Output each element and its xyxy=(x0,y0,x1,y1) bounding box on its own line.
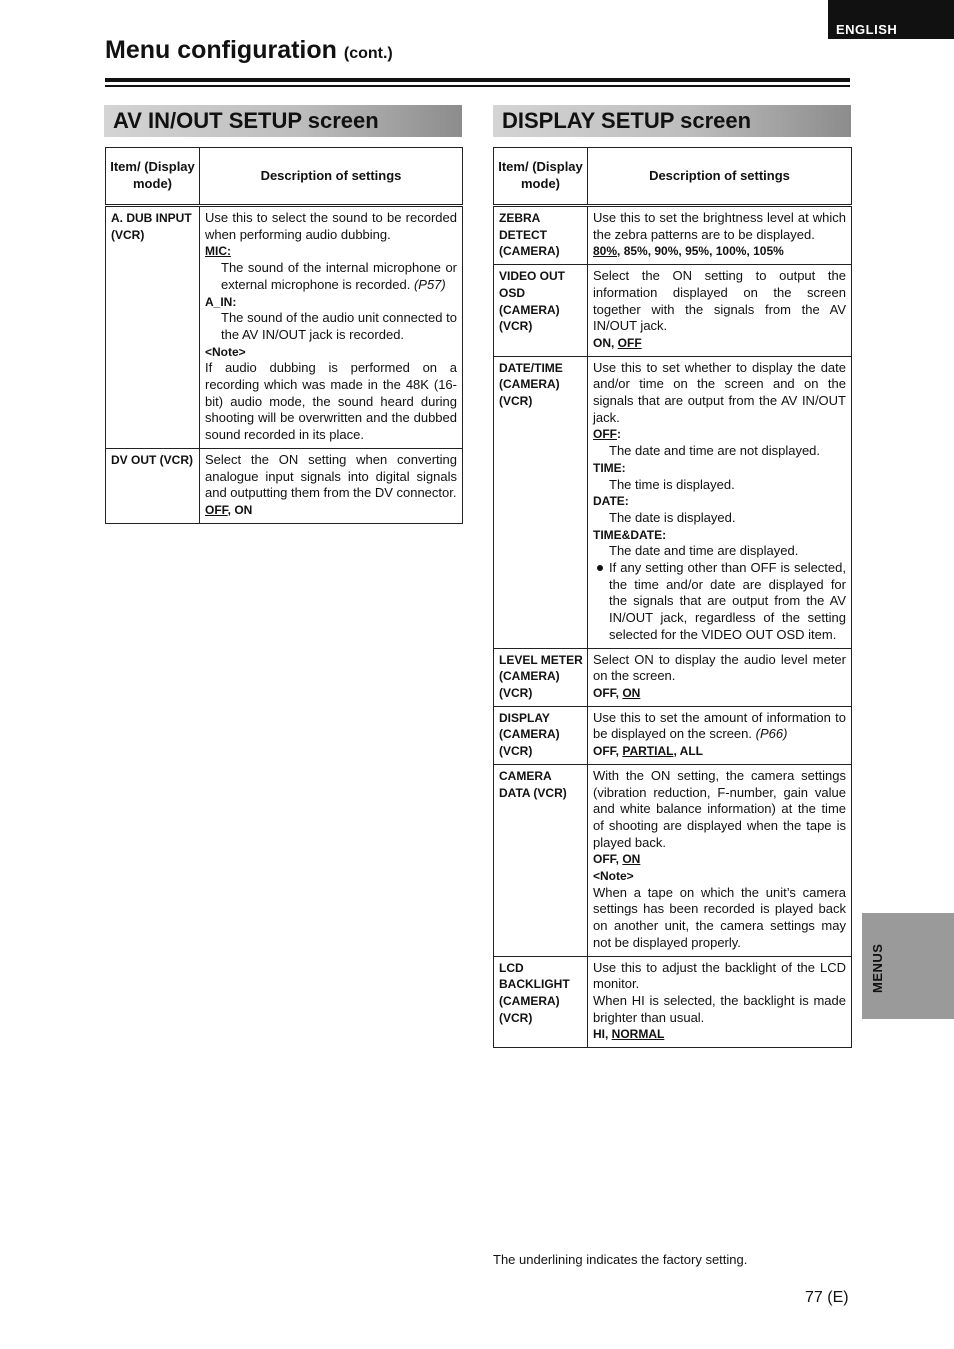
page-title xyxy=(105,36,393,65)
default-option: PARTIAL xyxy=(622,744,674,759)
page-reference: (P66) xyxy=(755,726,788,742)
display-setup-table xyxy=(493,147,852,1048)
description-level-meter xyxy=(588,648,852,706)
factory-setting-note: The underlining indicates the factory setting. xyxy=(493,1252,748,1267)
description-text: Select the ON setting to output the information displayed on the screen together with the signals from the AV IN/OUT jack. xyxy=(593,268,846,334)
item-lcd-backlight: LCD BACKLIGHT (CAMERA) (VCR) xyxy=(494,956,588,1048)
option-label-time: TIME: xyxy=(593,460,626,475)
description-video-out-osd xyxy=(588,265,852,357)
table-row xyxy=(494,265,852,357)
page-reference: (P57) xyxy=(413,276,446,292)
bullet-note: If any setting other than OFF is selected, the time and/or date are displayed for the signals that are output from the AV IN/OUT jack, regardless of the setting selected for the VIDEO OUT OSD item. xyxy=(593,560,846,644)
av-section-heading: AV IN/OUT SETUP screen xyxy=(104,105,462,137)
table-row xyxy=(494,764,852,956)
option-values: HI, NORMAL xyxy=(593,1027,665,1042)
note-label: <Note> xyxy=(593,869,634,884)
language-tab: ENGLISH xyxy=(828,0,954,39)
default-option: NORMAL xyxy=(611,1027,665,1042)
option-values: OFF, ON xyxy=(593,685,641,700)
default-option: OFF xyxy=(617,335,642,350)
table-header-row xyxy=(106,148,463,206)
default-option: OFF xyxy=(205,502,228,517)
display-section-heading: DISPLAY SETUP screen xyxy=(493,105,851,137)
table-header-row xyxy=(494,148,852,206)
item-display: DISPLAY (CAMERA) (VCR) xyxy=(494,706,588,764)
item-level-meter: LEVEL METER (CAMERA) (VCR) xyxy=(494,648,588,706)
description-text: Use this to set the brightness level at which the zebra patterns are to be displayed. xyxy=(593,210,846,242)
page-title-cont: (cont.) xyxy=(343,45,393,62)
menus-side-tab-label: MENUS xyxy=(870,943,885,993)
av-setup-table xyxy=(105,147,463,524)
description-text: Select the ON setting when converting analogue input signals into digital signals and outputting them from the DV connector. xyxy=(205,451,457,501)
default-option: ON xyxy=(622,852,641,867)
description-text: With the ON setting, the camera settings (vibration reduction, F-number, gain value and white balance information) at the time of shooting are displayed when the tape is played back. xyxy=(593,767,846,850)
option-text-time: The time is displayed. xyxy=(609,476,735,492)
option-values: ON, OFF xyxy=(593,335,642,350)
column-header-description: Description of settings xyxy=(588,148,852,206)
page-number: 77 (E) xyxy=(805,1289,849,1306)
option-values: OFF, ON xyxy=(205,502,253,517)
title-rule-thin xyxy=(105,85,850,87)
description-text: Use this to set the amount of information to be displayed on the screen. (P66) xyxy=(593,709,846,742)
note-text: If audio dubbing is performed on a recording which was made in the 48K (16-bit) audio mode, the sound heard during shooting will be overwritten and the dubbed sound recorded in its place. xyxy=(205,360,457,443)
option-text-off: The date and time are not displayed. xyxy=(609,443,821,459)
table-row xyxy=(494,206,852,265)
option-text-date: The date is displayed. xyxy=(609,509,736,525)
option-label-mic: MIC: xyxy=(205,244,231,259)
table-row xyxy=(494,706,852,764)
option-values: 80%, 85%, 90%, 95%, 100%, 105% xyxy=(593,244,784,259)
description-text: Use this to set whether to display the date and/or time on the screen and on the signals that are output from the AV IN/OUT jack. xyxy=(593,359,846,425)
table-row xyxy=(494,648,852,706)
table-row xyxy=(494,956,852,1048)
table-row xyxy=(106,448,463,523)
description-dv-out xyxy=(200,448,463,523)
option-text-time-date: The date and time are displayed. xyxy=(609,543,799,559)
option-text-a-in: The sound of the audio unit connected to the AV IN/OUT jack is recorded. xyxy=(221,310,457,342)
table-row xyxy=(494,356,852,648)
description-zebra-detect xyxy=(588,206,852,265)
option-label-off: OFF: xyxy=(593,427,621,442)
menus-side-tab xyxy=(862,913,954,1019)
default-option: ON xyxy=(622,685,641,700)
title-rule-thick xyxy=(105,78,850,82)
item-camera-data: CAMERA DATA (VCR) xyxy=(494,764,588,956)
item-dv-out: DV OUT (VCR) xyxy=(106,448,200,523)
option-text-mic: The sound of the internal microphone or external microphone is recorded. (P57) xyxy=(221,260,457,292)
option-values: OFF, PARTIAL, ALL xyxy=(593,744,704,759)
column-header-description: Description of settings xyxy=(200,148,463,206)
note-text: When a tape on which the unit’s camera settings has been recorded is played back on another unit, the camera settings may not be displayed properly. xyxy=(593,884,846,950)
description-text: Use this to select the sound to be recorded when performing audio dubbing. xyxy=(205,210,457,242)
option-values: OFF, ON xyxy=(593,852,641,867)
option-label-date: DATE: xyxy=(593,494,629,509)
option-label-time-date: TIME&DATE: xyxy=(593,527,667,542)
item-date-time: DATE/TIME (CAMERA) (VCR) xyxy=(494,356,588,648)
item-zebra-detect: ZEBRA DETECT (CAMERA) xyxy=(494,206,588,265)
description-text: Select ON to display the audio level meter on the screen. xyxy=(593,651,846,684)
column-header-item: Item/ (Display mode) xyxy=(106,148,200,206)
description-camera-data xyxy=(588,764,852,956)
description-lcd-backlight xyxy=(588,956,852,1048)
note-label: <Note> xyxy=(205,344,246,359)
column-header-item: Item/ (Display mode) xyxy=(494,148,588,206)
description-date-time xyxy=(588,356,852,648)
default-option: 80% xyxy=(593,244,618,259)
item-video-out-osd: VIDEO OUT OSD (CAMERA) (VCR) xyxy=(494,265,588,357)
page-title-main: Menu configuration xyxy=(105,36,337,64)
description-text: When HI is selected, the backlight is made brighter than usual. xyxy=(593,992,846,1025)
description-display xyxy=(588,706,852,764)
option-label-a-in: A_IN: xyxy=(205,294,237,309)
description-a-dub-input xyxy=(200,206,463,449)
table-row xyxy=(106,206,463,449)
item-a-dub-input: A. DUB INPUT (VCR) xyxy=(106,206,200,449)
description-text: Use this to adjust the backlight of the LCD monitor. xyxy=(593,959,846,992)
